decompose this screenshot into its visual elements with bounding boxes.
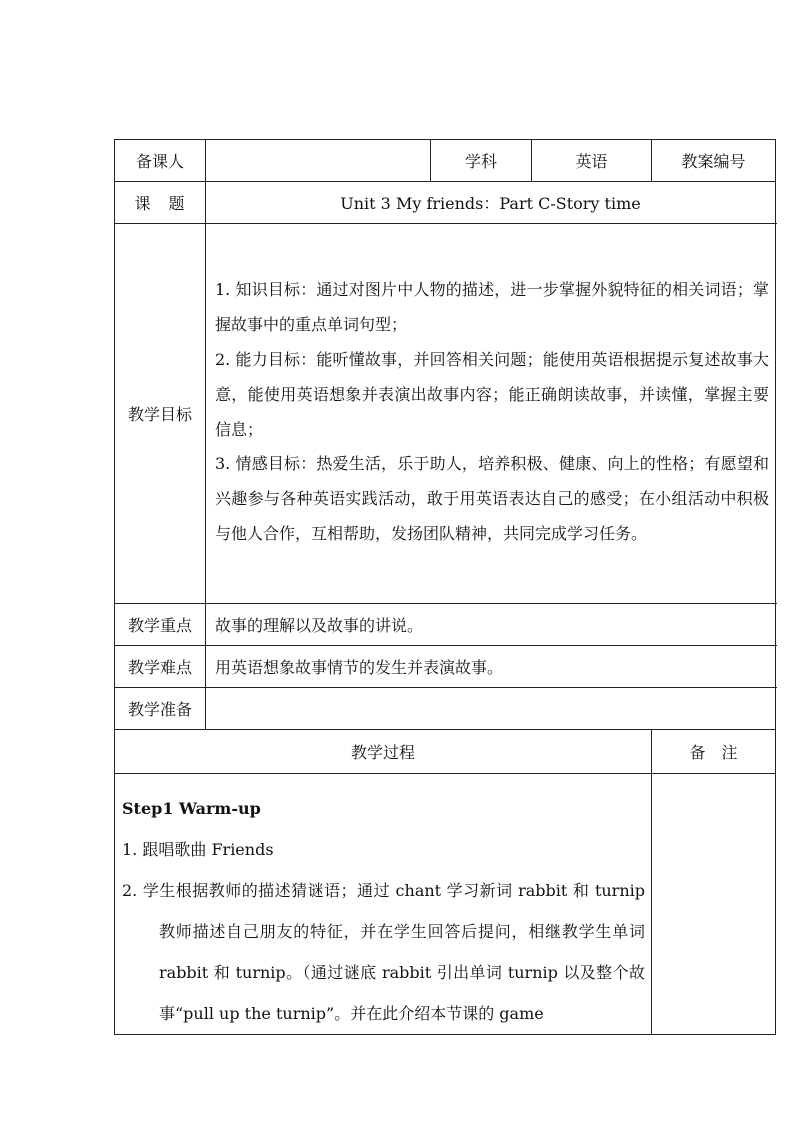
process-row bbox=[115, 774, 776, 1035]
notes-label: 备 注 bbox=[652, 730, 776, 774]
preparation-value bbox=[206, 688, 776, 730]
process-item-1: 1. 跟唱歌曲 Friends bbox=[122, 840, 274, 859]
notes-cell bbox=[652, 774, 776, 1035]
objective-ability: 2. 能力目标：能听懂故事，并回答相关问题；能使用英语根据提示复述故事大意，能使用英语想象并表演出故事内容；能正确朗读故事，并读懂，掌握主要信息； bbox=[215, 349, 769, 439]
difficulties-label: 教学难点 bbox=[115, 646, 206, 688]
topic-label: 课 题 bbox=[115, 182, 206, 224]
process-content bbox=[115, 774, 652, 1035]
topic-row bbox=[115, 182, 776, 224]
difficulties-row bbox=[115, 646, 776, 688]
key-points-label: 教学重点 bbox=[115, 604, 206, 646]
objective-emotion: 3. 情感目标：热爱生活，乐于助人，培养积极、健康、向上的性格；有愿望和兴趣参与各种英语实践活动，敢于用英语表达自己的感受；在小组活动中积极与他人合作，互相帮助，发扬团队精神，共同完成学习任务。 bbox=[215, 454, 769, 543]
objectives-content bbox=[206, 224, 776, 604]
process-header-row bbox=[115, 730, 776, 774]
key-points-row bbox=[115, 604, 776, 646]
header-row bbox=[115, 140, 776, 182]
preparer-label: 备课人 bbox=[115, 140, 206, 182]
preparer-value bbox=[206, 140, 431, 182]
preparation-row bbox=[115, 688, 776, 730]
preparation-label: 教学准备 bbox=[115, 688, 206, 730]
subject-value: 英语 bbox=[532, 140, 652, 182]
objectives-label: 教学目标 bbox=[115, 224, 206, 604]
topic-value: Unit 3 My friends：Part C-Story time bbox=[206, 182, 776, 224]
process-item-2: 2. 学生根据教师的描述猜谜语；通过 chant 学习新词 rabbit 和 turnip 教师描述自己朋友的特征，并在学生回答后提问，相继教学生单词 rabbit 和 turnip。（通过谜底 rabbit 引出单词 turnip 以及整个故事“pull up the turnip”。并在此介绍本节课的 game bbox=[122, 881, 645, 1023]
plan-number-label: 教案编号 bbox=[652, 140, 776, 182]
subject-label: 学科 bbox=[431, 140, 532, 182]
objectives-row bbox=[115, 224, 776, 604]
step-title: Step1 Warm-up bbox=[122, 799, 261, 818]
lesson-plan-table bbox=[114, 139, 776, 1035]
difficulties-value: 用英语想象故事情节的发生并表演故事。 bbox=[206, 646, 776, 688]
objective-knowledge: 1. 知识目标：通过对图片中人物的描述，进一步掌握外貌特征的相关词语；掌握故事中的重点单词句型； bbox=[215, 280, 769, 335]
key-points-value: 故事的理解以及故事的讲说。 bbox=[206, 604, 776, 646]
process-label: 教学过程 bbox=[115, 730, 652, 774]
